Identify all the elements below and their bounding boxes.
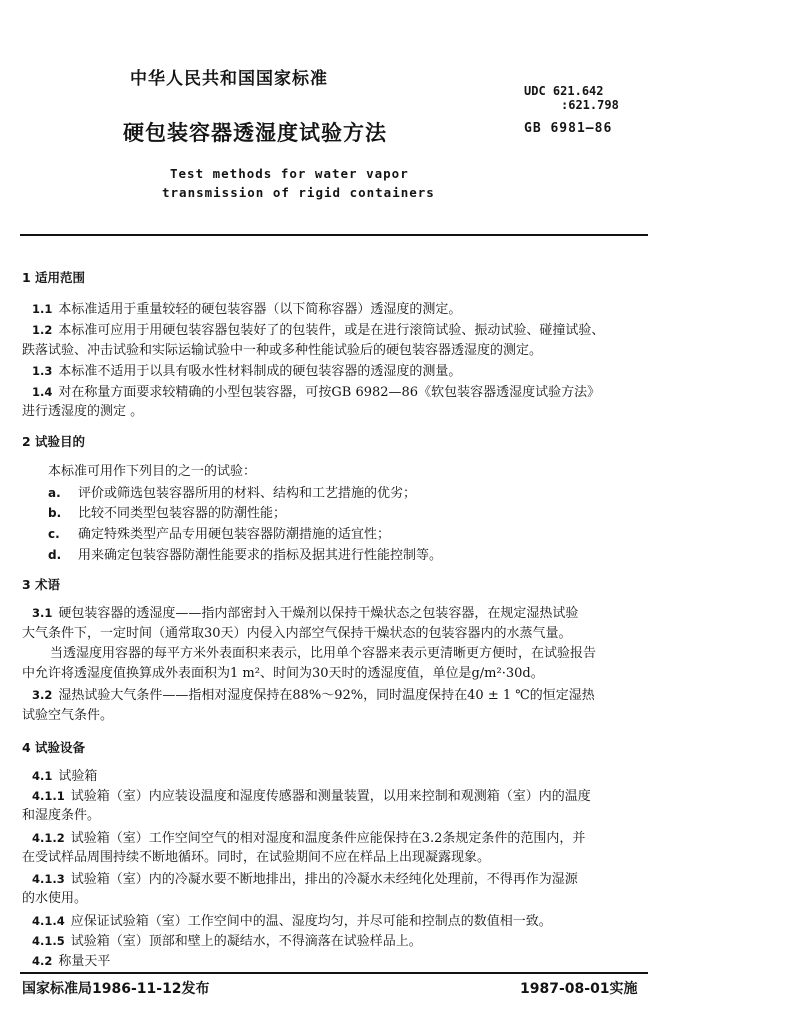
section-4-heading: 4 试验设备 bbox=[22, 740, 86, 755]
effective-date: 1987-08-01实施 bbox=[520, 981, 638, 997]
clause-3-1-line-4: 中允许将透湿度值换算成外表面积为1 m²、时间为30天时的透湿度值，单位是g/m²·30d。 bbox=[22, 666, 544, 681]
section-3-heading: 3 术语 bbox=[22, 577, 61, 592]
udc-code-2: :621.798 bbox=[561, 98, 619, 112]
item-text: 用来确定包装容器防潮性能要求的指标及据其进行性能控制等。 bbox=[78, 548, 443, 563]
clause-number: 4.1.1 bbox=[32, 789, 65, 803]
clause-4-1-5 bbox=[22, 931, 652, 952]
item-text: 评价或筛选包装容器所用的材料、结构和工艺措施的优劣； bbox=[78, 486, 417, 501]
clause-number: 3.1 bbox=[32, 606, 53, 620]
clause-4-1-1-line-1 bbox=[22, 786, 652, 807]
item-label: c. bbox=[48, 527, 60, 541]
footer-rule bbox=[20, 972, 648, 974]
clause-text: 试验箱（室）工作空间空气的相对湿度和温度条件应能保持在3.2条规定条件的范围内，并 bbox=[70, 831, 586, 846]
clause-1-4-line-2: 进行透湿度的测定 。 bbox=[22, 404, 144, 419]
clause-3-1-line-3: 当透湿度用容器的每平方米外表面积来表示，比用单个容器来表示更清晰更方便时，在试验报告 bbox=[50, 646, 597, 661]
purpose-item-d bbox=[48, 545, 648, 566]
section-2-intro: 本标准可用作下列目的之一的试验： bbox=[48, 464, 257, 479]
clause-1-1 bbox=[22, 299, 652, 320]
item-label: b. bbox=[48, 506, 62, 520]
section-1-heading: 1 适用范围 bbox=[22, 270, 86, 285]
clause-4-1 bbox=[22, 766, 652, 787]
item-label: d. bbox=[48, 548, 62, 562]
item-text: 确定特殊类型产品专用硬包装容器防潮措施的适宜性； bbox=[78, 527, 391, 542]
clause-3-2-line-1 bbox=[22, 685, 652, 706]
clause-text: 湿热试验大气条件——指相对湿度保持在88%～92%，同时温度保持在40 ± 1 ℃的恒定湿热 bbox=[58, 688, 595, 703]
clause-1-3 bbox=[22, 361, 652, 382]
clause-text: 试验箱（室）内应装设温度和湿度传感器和测量装置，以用来控制和观测箱（室）内的温度 bbox=[70, 789, 591, 804]
clause-3-1-line-2: 大气条件下，一定时间（通常取30天）内侵入内部空气保持干燥状态的包装容器内的水蒸气量。 bbox=[22, 626, 572, 641]
udc-code-1: 621.642 bbox=[552, 84, 604, 98]
clause-number: 1.3 bbox=[32, 364, 53, 378]
clause-text: 试验箱 bbox=[58, 769, 98, 784]
clause-4-1-2-line-1 bbox=[22, 828, 652, 849]
clause-3-1-line-1 bbox=[22, 603, 652, 624]
header-rule bbox=[20, 234, 648, 236]
clause-number: 4.1.3 bbox=[32, 872, 65, 886]
clause-text: 试验箱（室）顶部和壁上的凝结水，不得滴落在试验样品上。 bbox=[70, 934, 422, 949]
clause-4-2 bbox=[22, 951, 652, 972]
clause-1-4-line-1 bbox=[22, 382, 652, 403]
clause-3-2-line-2: 试验空气条件。 bbox=[22, 708, 114, 723]
clause-text: 试验箱（室）内的冷凝水要不断地排出，排出的冷凝水未经纯化处理前，不得再作为湿源 bbox=[70, 872, 578, 887]
item-text: 比较不同类型包装容器的防潮性能； bbox=[78, 506, 287, 521]
document-title-en-1: Test methods for water vapor bbox=[170, 166, 409, 181]
standard-org-title: 中华人民共和国国家标准 bbox=[130, 69, 328, 89]
clause-1-2-line-1 bbox=[22, 320, 652, 341]
item-label: a. bbox=[48, 486, 61, 500]
purpose-item-a bbox=[48, 483, 648, 504]
clause-number: 4.1.4 bbox=[32, 914, 65, 928]
document-title-en-2: transmission of rigid containers bbox=[162, 185, 435, 200]
clause-text: 本标准不适用于以具有吸水性材料制成的硬包装容器的透湿度的测量。 bbox=[58, 364, 462, 379]
purpose-item-c bbox=[48, 524, 648, 545]
clause-number: 1.2 bbox=[32, 323, 53, 337]
clause-text: 本标准适用于重量较轻的硬包装容器（以下简称容器）透湿度的测定。 bbox=[58, 302, 462, 317]
clause-text: 对在称量方面要求较精确的小型包装容器，可按GB 6982—86《软包装容器透湿度试验方法》 bbox=[58, 385, 601, 400]
document-title-zh: 硬包装容器透湿度试验方法 bbox=[123, 121, 387, 145]
clause-1-2-line-2: 跌落试验、冲击试验和实际运输试验中一种或多种性能试验后的硬包装容器透湿度的测定。 bbox=[22, 343, 543, 358]
clause-text: 本标准可应用于用硬包装容器包装好了的包装件，或是在进行滚筒试验、振动试验、碰撞试验、 bbox=[58, 323, 605, 338]
clause-number: 4.1 bbox=[32, 769, 53, 783]
clause-number: 4.1.5 bbox=[32, 934, 65, 948]
clause-number: 4.2 bbox=[32, 954, 53, 968]
clause-4-1-2-line-2: 在受试样品周围持续不断地循环。同时，在试验期间不应在样品上出现凝露现象。 bbox=[22, 850, 491, 865]
clause-number: 3.2 bbox=[32, 688, 53, 702]
clause-4-1-3-line-1 bbox=[22, 869, 652, 890]
clause-number: 4.1.2 bbox=[32, 831, 65, 845]
clause-4-1-1-line-2: 和湿度条件。 bbox=[22, 808, 101, 823]
clause-4-1-4 bbox=[22, 911, 652, 932]
clause-number: 1.4 bbox=[32, 385, 53, 399]
udc-line-1 bbox=[524, 84, 604, 98]
gb-code: GB 6981—86 bbox=[524, 121, 613, 136]
udc-label: UDC bbox=[524, 84, 546, 98]
clause-number: 1.1 bbox=[32, 302, 53, 316]
section-2-heading: 2 试验目的 bbox=[22, 434, 86, 449]
issued-date: 国家标准局1986-11-12发布 bbox=[22, 981, 210, 997]
clause-4-1-3-line-2: 的水使用。 bbox=[22, 891, 88, 906]
purpose-item-b bbox=[48, 503, 648, 524]
clause-text: 称量天平 bbox=[58, 954, 111, 969]
clause-text: 应保证试验箱（室）工作空间中的温、湿度均匀，并尽可能和控制点的数值相一致。 bbox=[70, 914, 552, 929]
clause-text: 硬包装容器的透湿度——指内部密封入干燥剂以保持干燥状态之包装容器，在规定湿热试验 bbox=[58, 606, 579, 621]
